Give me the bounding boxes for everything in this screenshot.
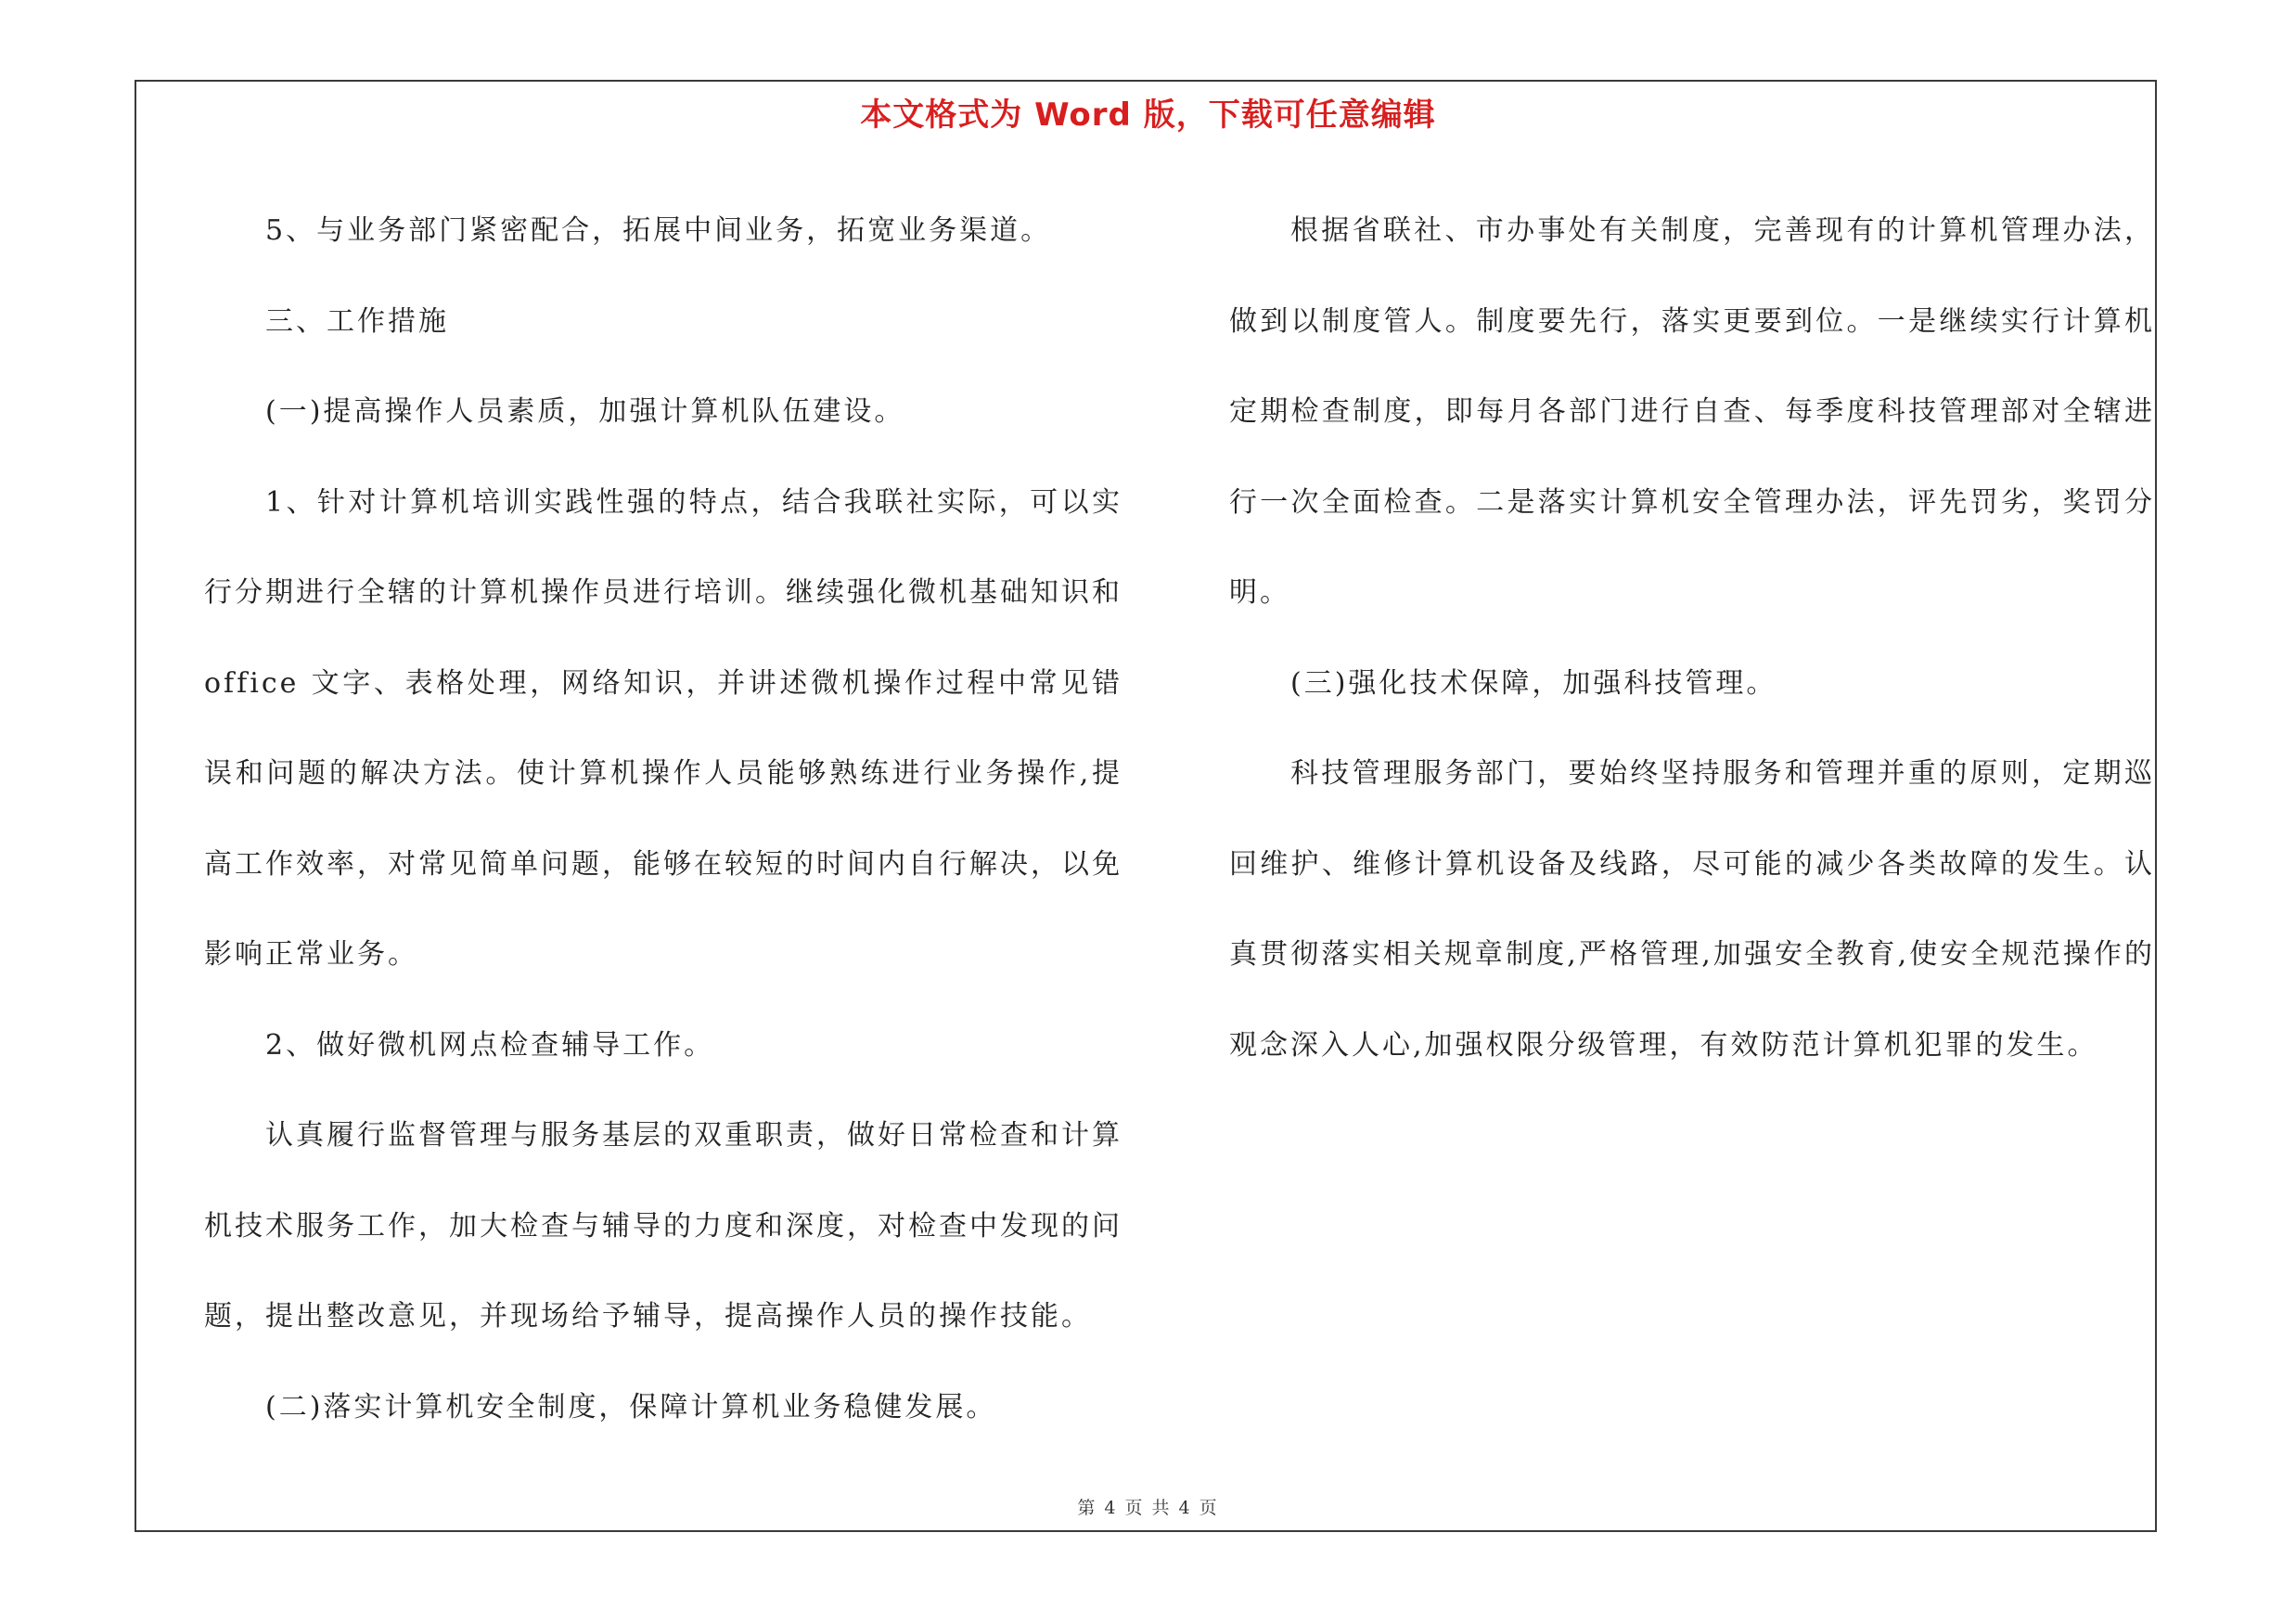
item-heading: 2、做好微机网点检查辅导工作。 (265, 1028, 715, 1062)
section-heading: 三、工作措施 (265, 304, 449, 338)
page-number-footer: 第 4 页 共 4 页 (1077, 1498, 1219, 1518)
left-column (204, 186, 1122, 1452)
paragraph: 科技管理服务部门，要始终坚持服务和管理并重的原则，定期巡回维护、维修计算机设备及线路，尽可能的减少各类故障的发生。认真贯彻落实相关规章制度,严格管理,加强安全教育,使安全规范操作的观念深入人心,加强权限分级管理，有效防范计算机犯罪的发生。 (1229, 757, 2155, 1062)
right-column (1229, 186, 2155, 1090)
subsection-heading: (一)提高操作人员素质，加强计算机队伍建设。 (265, 395, 905, 428)
word-format-banner: 本文格式为 Word 版，下载可任意编辑 (860, 97, 1436, 134)
paragraph: 5、与业务部门紧密配合，拓展中间业务，拓宽业务渠道。 (265, 214, 1052, 247)
subsection-heading: (二)落实计算机安全制度，保障计算机业务稳健发展。 (265, 1390, 997, 1423)
paragraph: 认真履行监督管理与服务基层的双重职责，做好日常检查和计算机技术服务工作，加大检查与辅导的力度和深度，对检查中发现的问题，提出整改意见，并现场给予辅导，提高操作人员的操作技能。 (204, 1119, 1122, 1333)
paragraph: 根据省联社、市办事处有关制度，完善现有的计算机管理办法，做到以制度管人。制度要先行，落实更要到位。一是继续实行计算机定期检查制度，即每月各部门进行自查、每季度科技管理部对全辖进行一次全面检查。二是落实计算机安全管理办法，评先罚劣，奖罚分明。 (1229, 214, 2155, 609)
subsection-heading: (三)强化技术保障，加强科技管理。 (1290, 666, 1777, 700)
paragraph: 1、针对计算机培训实践性强的特点，结合我联社实际，可以实行分期进行全辖的计算机操作员进行培训。继续强化微机基础知识和office 文字、表格处理，网络知识，并讲述微机操作过程中常见错误和问题的解决方法。使计算机操作人员能够熟练进行业务操作,提高工作效率，对常见简单问题，能够在较短的时间内自行解决，以免影响正常业务。 (204, 485, 1122, 971)
